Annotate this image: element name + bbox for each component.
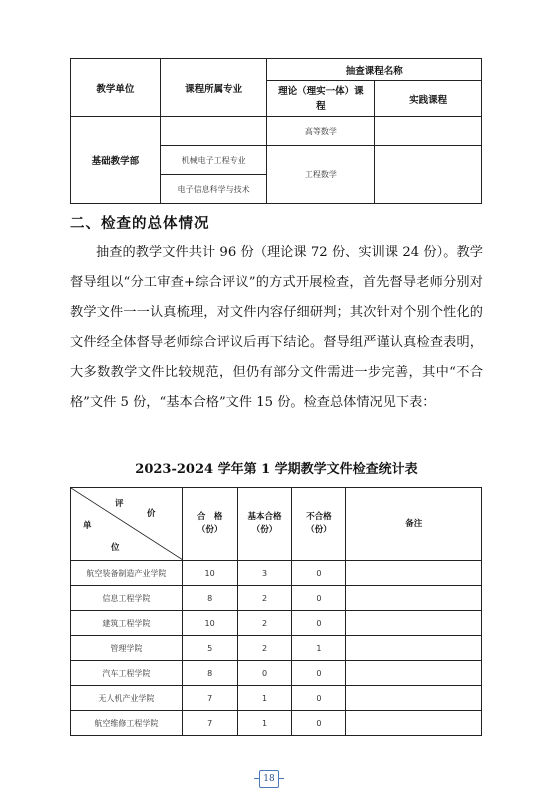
table-row — [71, 711, 482, 736]
row-unit: 航空装备制造产业学院 — [71, 561, 183, 586]
row-unit: 信息工程学院 — [71, 586, 183, 611]
row-pass: 5 — [182, 636, 237, 661]
row-pass: 7 — [182, 711, 237, 736]
corner-label-jia: 价 — [147, 509, 156, 519]
header-fail: 不合格 （份） — [292, 488, 346, 561]
practice-course-cell — [375, 117, 482, 146]
row-unit: 无人机产业学院 — [71, 686, 183, 711]
row-basic: 3 — [237, 561, 292, 586]
row-basic: 2 — [237, 611, 292, 636]
row-note — [346, 661, 482, 686]
row-note — [346, 611, 482, 636]
row-note — [346, 711, 482, 736]
row-fail: 0 — [292, 561, 346, 586]
major-cell — [160, 117, 267, 146]
row-basic: 0 — [237, 661, 292, 686]
row-pass: 7 — [182, 686, 237, 711]
inspection-stats-table — [70, 487, 482, 736]
corner-label-wei: 位 — [111, 543, 120, 553]
practice-course-cell — [375, 146, 482, 204]
row-fail: 0 — [292, 686, 346, 711]
row-unit: 建筑工程学院 — [71, 611, 183, 636]
theory-course-cell: 工程数学 — [267, 146, 375, 204]
header-practice-course: 实践课程 — [375, 81, 482, 117]
header-sampled-courses: 抽查课程名称 — [267, 59, 482, 81]
major-cell: 机械电子工程专业 — [160, 146, 267, 175]
row-note — [346, 561, 482, 586]
table-row — [71, 586, 482, 611]
table-row — [71, 561, 482, 586]
row-fail: 0 — [292, 586, 346, 611]
row-pass: 10 — [182, 611, 237, 636]
row-note — [346, 586, 482, 611]
row-pass: 10 — [182, 561, 237, 586]
row-unit: 管理学院 — [71, 636, 183, 661]
row-basic: 2 — [237, 636, 292, 661]
theory-course-cell: 高等数学 — [267, 117, 375, 146]
row-basic: 1 — [237, 711, 292, 736]
row-basic: 2 — [237, 586, 292, 611]
major-cell: 电子信息科学与技术 — [160, 175, 267, 204]
corner-label-ping: 评 — [115, 499, 124, 509]
table-row — [71, 611, 482, 636]
page-number: 18 — [259, 770, 279, 788]
row-unit: 航空维修工程学院 — [71, 711, 183, 736]
corner-label-dan: 单 — [83, 521, 92, 531]
row-fail: 0 — [292, 711, 346, 736]
header-pass: 合 格 （份） — [182, 488, 237, 561]
section-heading: 二、检查的总体情况 — [70, 216, 210, 232]
diagonal-header-cell — [71, 488, 183, 561]
summary-paragraph: 抽查的教学文件共计 96 份（理论课 72 份、实训课 24 份）。教学督导组以“分工审查+综合评议”的方式开展检查，首先督导老师分别对教学文件一一认真梳理，对文件内容仔细研判；其次针对个别个性化的文件经全体督导老师综合评议后再下结论。督导组严谨认真检查表明，大多数教学文件比较规范，但仍有部分文件需进一步完善，其中“不合格”文件 5 份，“基本合格”文件 15 份。检查总体情况见下表： — [70, 245, 483, 410]
header-basic-pass: 基本合格 （份） — [237, 488, 292, 561]
header-theory-course: 理论（理实一体）课程 — [267, 81, 375, 117]
table-row — [71, 686, 482, 711]
row-unit: 汽车工程学院 — [71, 661, 183, 686]
row-note — [346, 636, 482, 661]
row-pass: 8 — [182, 661, 237, 686]
row-basic: 1 — [237, 686, 292, 711]
row-fail: 0 — [292, 661, 346, 686]
table-row — [71, 661, 482, 686]
unit-name: 基础教学部 — [71, 117, 161, 204]
stats-table-title: 2023-2024 学年第 1 学期教学文件检查统计表 — [135, 462, 418, 477]
course-sample-table — [70, 58, 482, 204]
row-pass: 8 — [182, 586, 237, 611]
row-fail: 0 — [292, 611, 346, 636]
row-note — [346, 686, 482, 711]
row-fail: 1 — [292, 636, 346, 661]
header-major: 课程所属专业 — [160, 59, 267, 117]
table-row — [71, 636, 482, 661]
header-unit: 教学单位 — [71, 59, 161, 117]
header-note: 备注 — [346, 488, 482, 561]
